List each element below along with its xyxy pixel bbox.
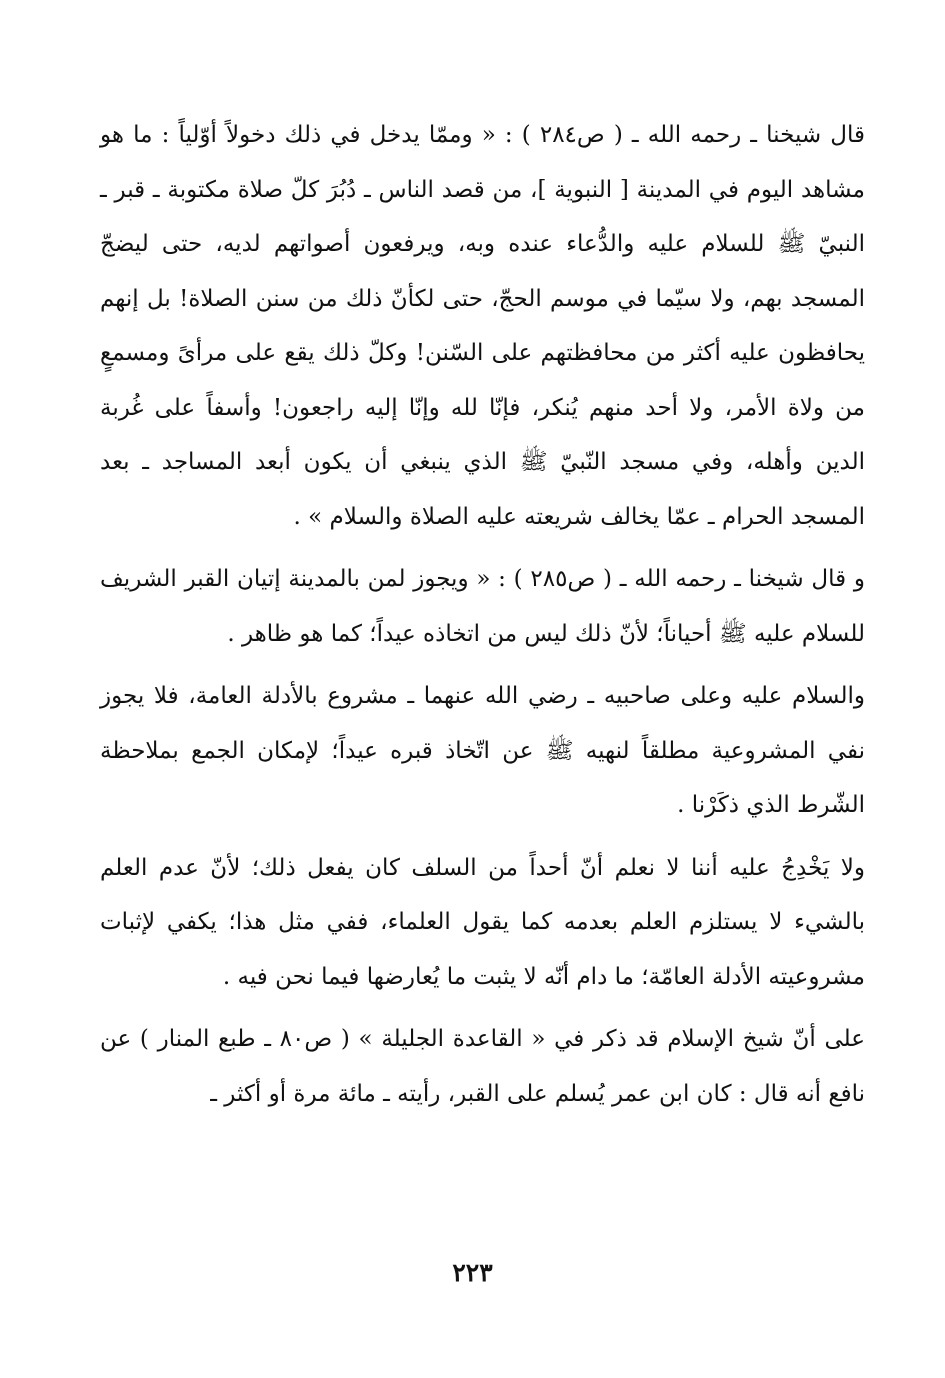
paragraph-quote-285: و قال شيخنا ـ رحمه الله ـ ( ص٢٨٥ ) : « ويجوز لمن بالمدينة إتيان القبر الشريف للسلام عليه ﷺ أحياناً؛ لأنّ ذلك ليس من اتخاذه عيداً؛ كما هو ظاهر .: [100, 566, 865, 647]
paragraph-salaf-objection: ولا يَخْدِجُ عليه أننا لا نعلم أنّ أحداً من السلف كان يفعل ذلك؛ لأنّ عدم العلم بالشيء لا يستلزم العلم بعدمه كما يقول العلماء، ففي مثل هذا؛ يكفي لإثبات مشروعيته الأدلة العامّة؛ ما دام أنّه لا يثبت ما يُعارضها فيما نحن فيه .: [100, 854, 865, 990]
paragraph-greeting-companions: والسلام عليه وعلى صاحبيه ـ رضي الله عنهما ـ مشروع بالأدلة العامة، فلا يجوز نفي المشروعية مطلقاً لنهيه ﷺ عن اتّخاذ قبره عيداً؛ لإمكان الجمع بملاحظة الشّرط الذي ذكَرْنا .: [100, 683, 865, 818]
page-number: ٢٢٣: [452, 1258, 493, 1287]
body-text: [100, 108, 865, 1121]
paragraph-ibn-umar: على أنّ شيخ الإسلام قد ذكر في « القاعدة الجليلة » ( ص٨٠ ـ طبع المنار ) عن نافع أنه قال : كان ابن عمر يُسلم على القبر، رأيته ـ مائة مرة أو أكثر ـ: [100, 1026, 865, 1107]
paragraph-quote-284: قال شيخنا ـ رحمه الله ـ ( ص٢٨٤ ) : « وممّا يدخل في ذلك دخولاً أوّلياً : ما هو مشاهد اليوم في المدينة [ النبوية ]، من قصد الناس ـ دُبُرَ كلّ صلاة مكتوبة ـ قبر ـ النبيّ ﷺ للسلام عليه والدُّعاء عنده وبه، ويرفعون أصواتهم لديه، حتى ليضجّ المسجد بهم، ولا سيّما في موسم الحجّ، حتى لكأنّ ذلك من سنن الصلاة! بل إنهم يحافظون عليه أكثر من محافظتهم على السّنن! وكلّ ذلك يقع على مرأىً ومسمعٍ من ولاة الأمر، ولا أحد منهم يُنكر، فإنّا لله وإنّا إليه راجعون! وأسفاً على غُربة الدين وأهله، وفي مسجد النّبيّ ﷺ الذي ينبغي أن يكون أبعد المساجد ـ بعد المسجد الحرام ـ عمّا يخالف شريعته عليه الصلاة والسلام » .: [100, 122, 865, 530]
